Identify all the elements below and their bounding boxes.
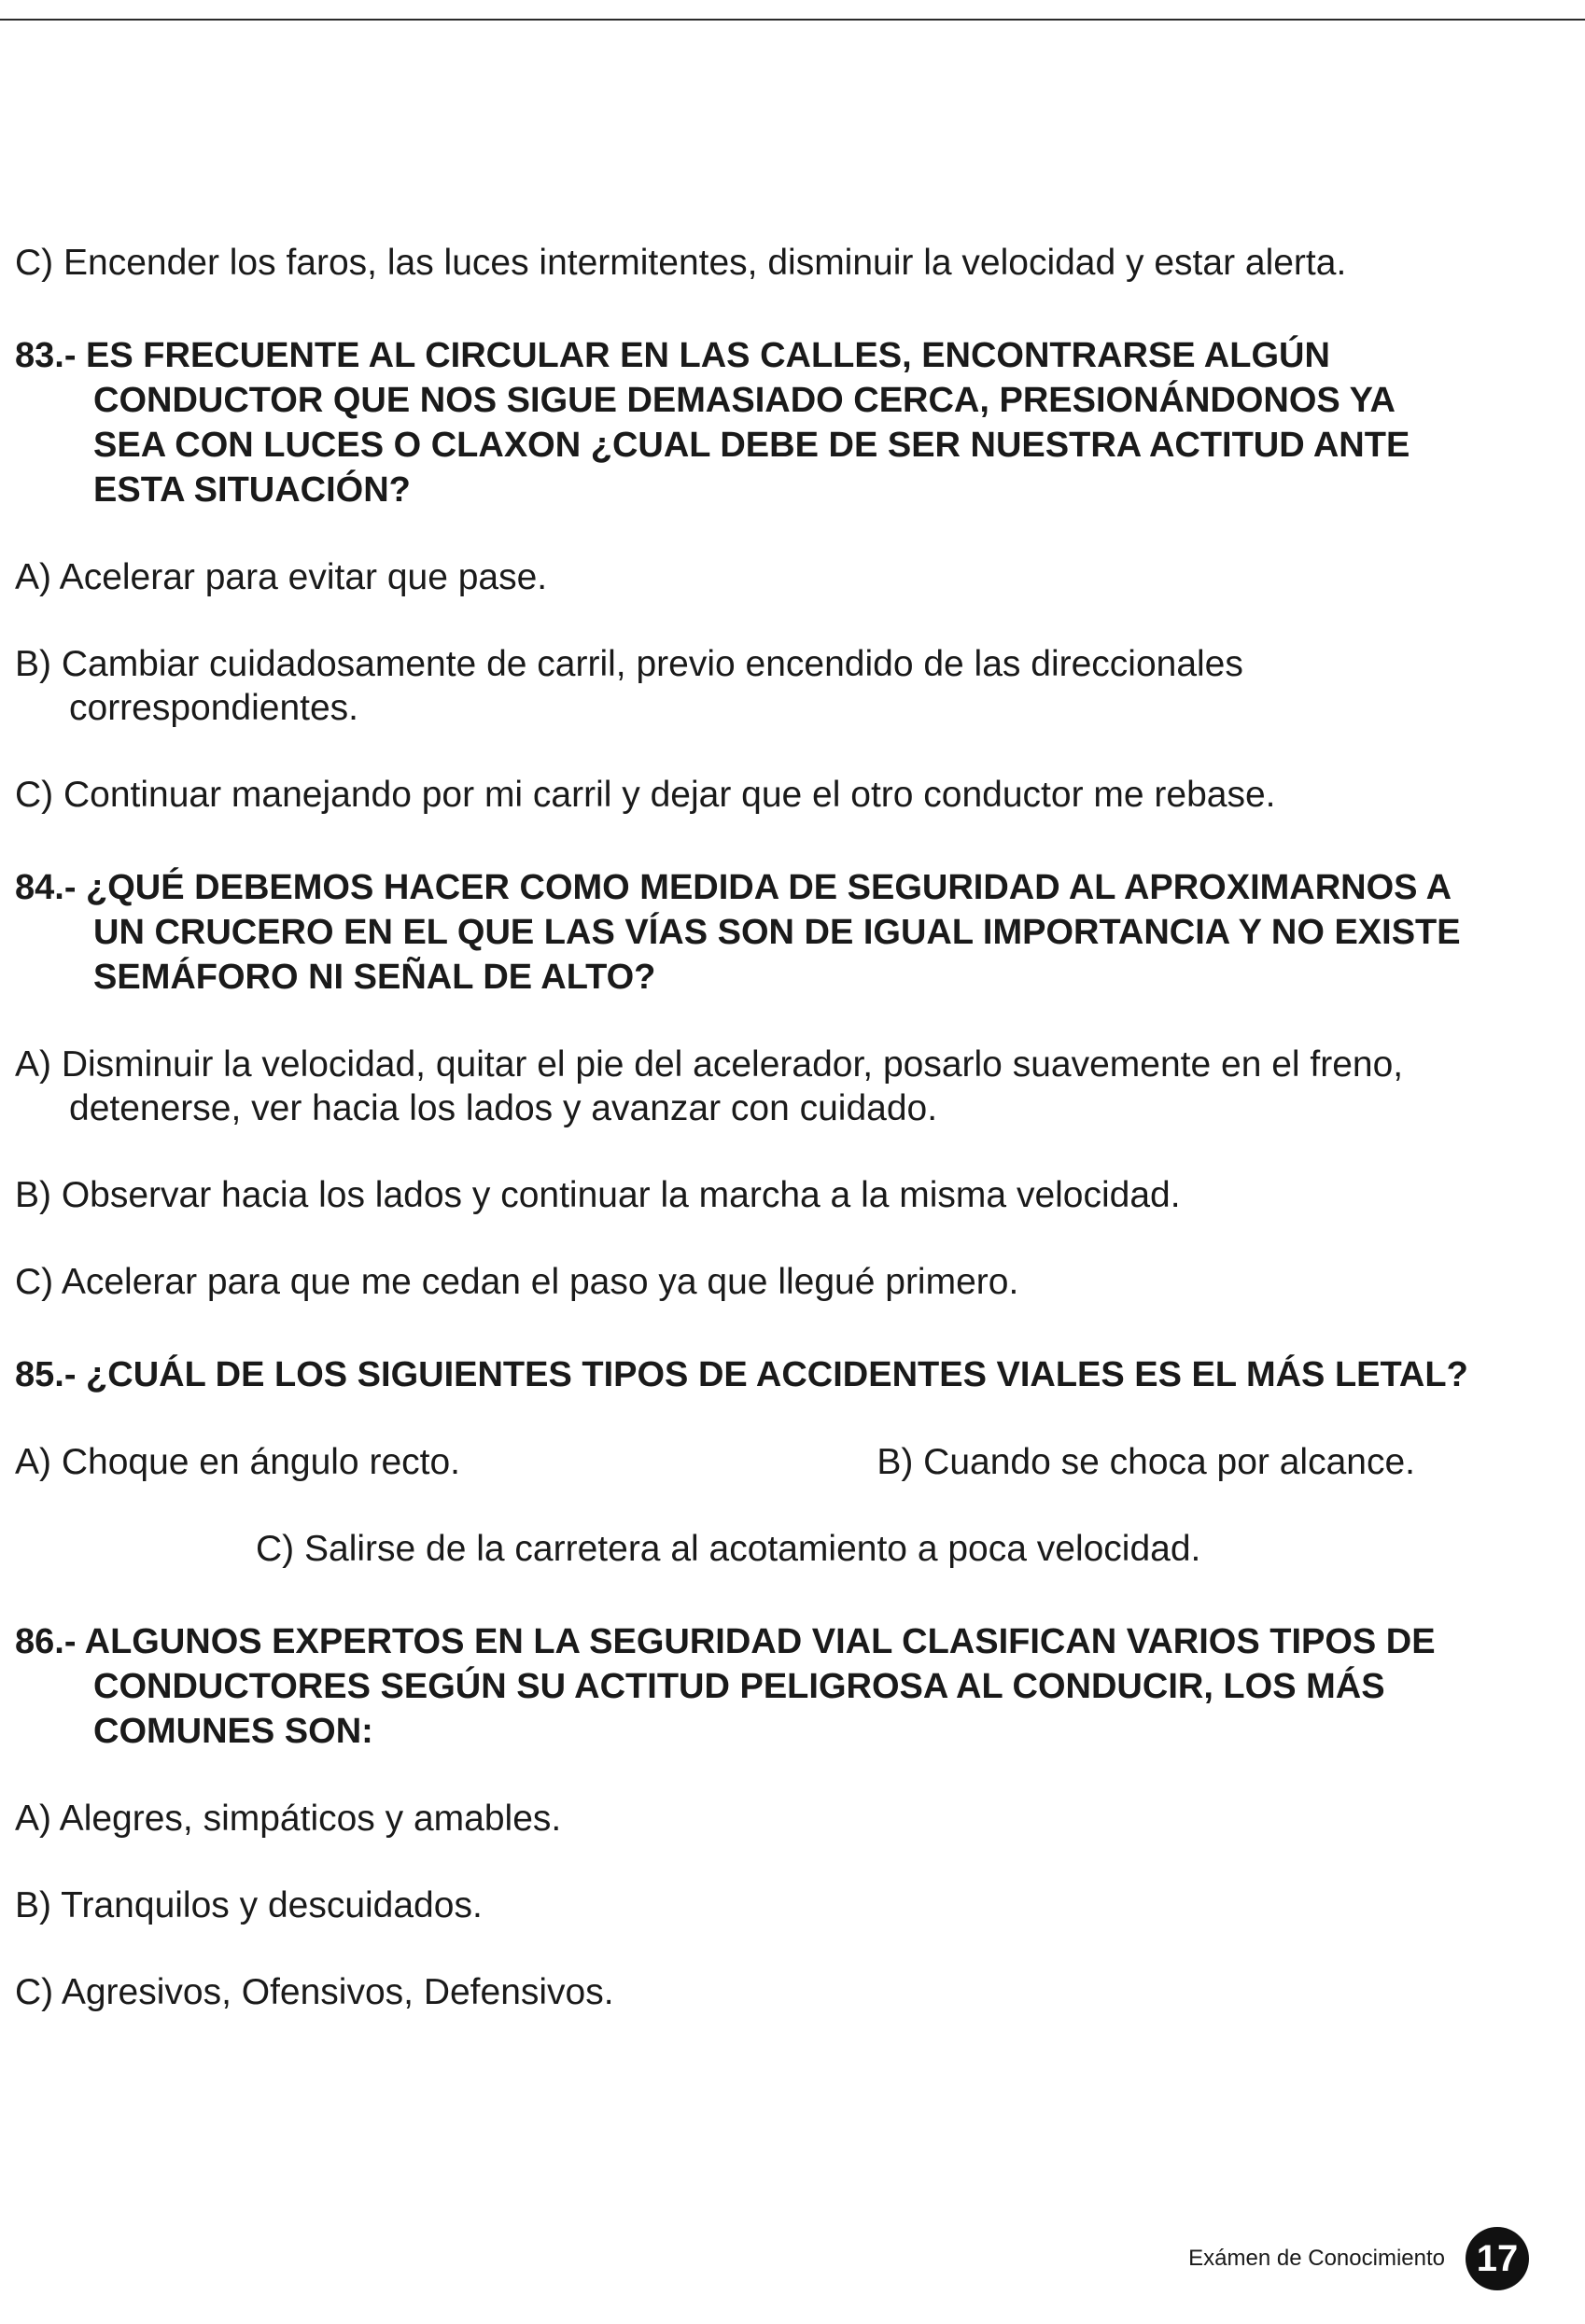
question-84: 84.- ¿QUÉ DEBEMOS HACER COMO MEDIDA DE SEGURIDAD AL APROXIMARNOS A UN CRUCERO EN EL QUE LAS VÍAS SON DE IGUAL IMPORTANCIA Y NO EXISTE SEMÁFORO NI SEÑAL DE ALTO?	[15, 868, 1461, 997]
answer-83-c: C) Continuar manejando por mi carril y dejar que el otro conductor me rebase.	[15, 775, 1276, 815]
exam-content	[15, 241, 1471, 2014]
answer-85-c: C) Salirse de la carretera al acotamiento a poca velocidad.	[256, 1529, 1201, 1569]
answer-86-b: B) Tranquilos y descuidados.	[15, 1885, 483, 1925]
answer-85-a: A) Choque en ángulo recto.	[15, 1442, 460, 1482]
question-83: 83.- ES FRECUENTE AL CIRCULAR EN LAS CALLES, ENCONTRARSE ALGÚN CONDUCTOR QUE NOS SIGUE DEMASIADO CERCA, PRESIONÁNDONOS YA SEA CON LUCES O CLAXON ¿CUAL DEBE DE SER NUESTRA ACTITUD ANTE ESTA SITUACIÓN?	[15, 336, 1410, 510]
answer-83-a: A) Acelerar para evitar que pase.	[15, 557, 548, 597]
answers-85-ab	[15, 1440, 1415, 1484]
page-number-badge: 17	[1466, 2227, 1529, 2290]
answer-84-b: B) Observar hacia los lados y continuar la marcha a la misma velocidad.	[15, 1175, 1181, 1215]
question-85: 85.- ¿CUÁL DE LOS SIGUIENTES TIPOS DE ACCIDENTES VIALES ES EL MÁS LETAL?	[15, 1355, 1468, 1394]
top-rule	[0, 19, 1585, 21]
answer-86-c: C) Agresivos, Ofensivos, Defensivos.	[15, 1972, 614, 2012]
answer-84-c: C) Acelerar para que me cedan el paso ya que llegué primero.	[15, 1262, 1019, 1302]
answer-85-b: B) Cuando se choca por alcance.	[877, 1442, 1415, 1482]
page-footer	[1188, 2227, 1529, 2290]
answer-84-a: A) Disminuir la velocidad, quitar el pie del acelerador, posarlo suavemente en el freno, detenerse, ver hacia los lados y avanzar con cuidado.	[15, 1044, 1404, 1128]
question-86: 86.- ALGUNOS EXPERTOS EN LA SEGURIDAD VIAL CLASIFICAN VARIOS TIPOS DE CONDUCTORES SEGÚN SU ACTITUD PELIGROSA AL CONDUCIR, LOS MÁS COMUNES SON:	[15, 1622, 1436, 1751]
answer-86-a: A) Alegres, simpáticos y amables.	[15, 1799, 562, 1839]
footer-label: Exámen de Conocimiento	[1188, 2246, 1445, 2271]
answer-83-b: B) Cambiar cuidadosamente de carril, previo encendido de las direccionales correspondientes.	[15, 644, 1243, 728]
answer-82-c: C) Encender los faros, las luces intermitentes, disminuir la velocidad y estar alerta.	[15, 243, 1347, 283]
